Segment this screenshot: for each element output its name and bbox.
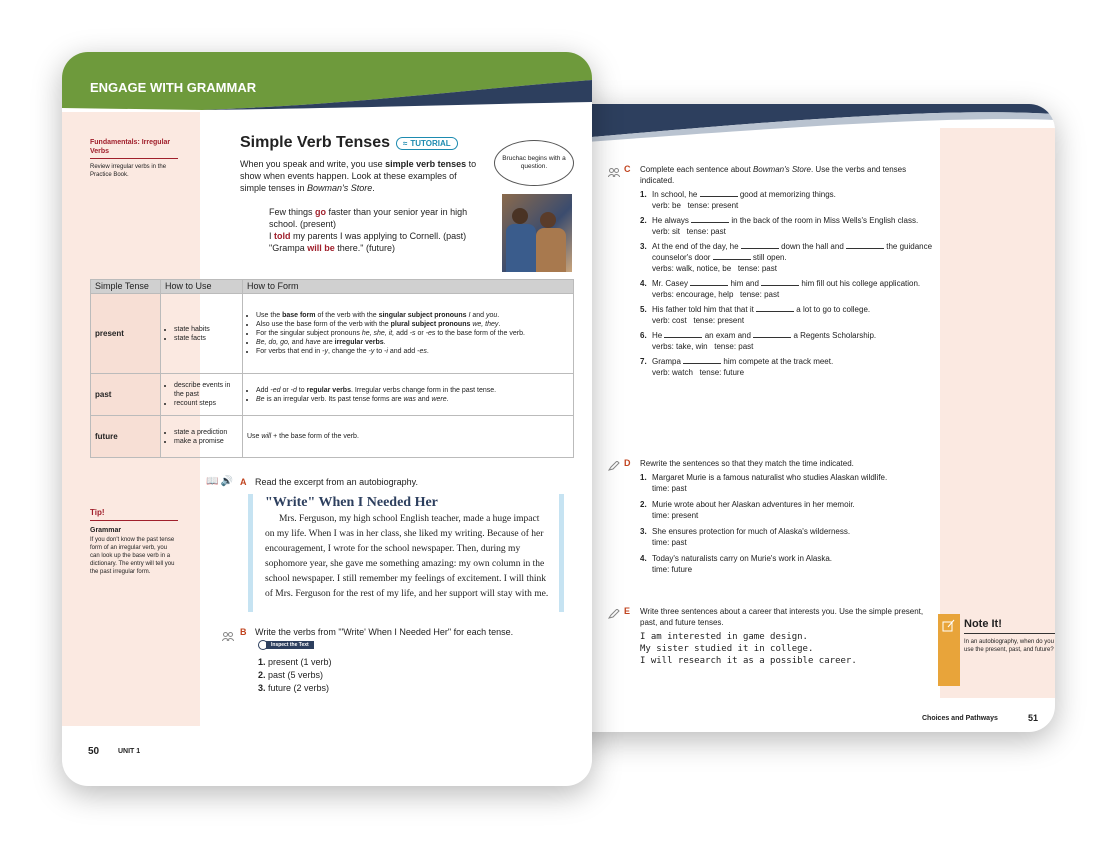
form-cell: Use will + the base form of the verb. [243, 416, 574, 458]
activity-c-item [640, 278, 934, 300]
answer-line: My sister studied it in college. [640, 644, 814, 654]
sentence-text: Murie wrote about her Alaskan adventures in her memoir. [652, 500, 855, 509]
tip-label: Tip! [90, 508, 178, 521]
verb-hint: verbs: encourage, help tense: past [652, 290, 780, 299]
sentence-fragment: him fill out his college application. [801, 279, 921, 288]
activity-d-item [640, 553, 934, 575]
pair-icon [222, 628, 234, 646]
sentence-fragment: in the back of the room in Miss Wells's English class. [731, 216, 919, 225]
sentence-text: She ensures protection for much of Alaska's wilderness. [652, 527, 851, 536]
activity-e-prompt: Write three sentences about a career that interests you. Use the simple present, past, and future tenses. [640, 607, 924, 627]
answer-line: I am interested in game design. [640, 632, 808, 642]
sentence-fragment: His father told him that that it [652, 305, 754, 314]
sentence-fragment: a Regents Scholarship. [793, 331, 877, 340]
sentence-fragment: a lot to go to college. [796, 305, 871, 314]
sentence-fragment: Mr. Casey [652, 279, 689, 288]
use-cell: • describe events in the past • recount steps [161, 374, 243, 416]
activity-d [624, 458, 934, 580]
sentence-fragment: In school, he [652, 190, 698, 199]
examples [269, 206, 484, 254]
excerpt-text: Mrs. Ferguson, my high school English teacher, made a huge impact on my life. When I was in her class, she liked my writing. Because of her encouragement, I wrote for the school newspaper. Then, during my sophomore year, she gave me something amazing: my own column in the school newspaper. I still remember my feelings of excitement. I will think of Mrs. Ferguson for the rest of my life, and her support will stay with me. [265, 514, 549, 599]
tutorial-button[interactable]: ≈ TUTORIAL [396, 137, 458, 150]
activity-d-item [640, 526, 934, 548]
example-past: I told my parents I was applying to Cornell. (past) [269, 231, 467, 241]
table-row [91, 294, 574, 374]
table-header: How to Form [243, 280, 574, 294]
read-listen-icons [206, 476, 233, 487]
activity-d-item [640, 499, 934, 521]
intro-paragraph: When you speak and write, you use simple verb tenses to show when events happen. Look at these examples of simple tenses in Bowman's Store. [240, 159, 477, 193]
item-number: 1. [640, 190, 647, 199]
activity-a-prompt: Read the excerpt from an autobiography. [255, 477, 418, 487]
verb-hint: verb: be tense: present [652, 201, 739, 210]
item-number: 3. [640, 527, 647, 536]
activity-c-item [640, 189, 934, 211]
note-title: Note It! [964, 618, 1055, 634]
tense-cell: present [91, 294, 161, 374]
inspect-text-button[interactable]: Inspect the Text [258, 640, 314, 650]
sentence-fragment: him and [730, 279, 759, 288]
audio-icon[interactable]: 🔊 [220, 476, 233, 487]
item-number: 4. [640, 554, 647, 563]
item-number: 7. [640, 357, 647, 366]
tense-table [90, 279, 574, 458]
item-number: 3. [640, 242, 647, 251]
activity-b [240, 627, 540, 637]
activity-d-prompt: Rewrite the sentences so that they match the time indicated. [640, 459, 854, 468]
list-item: 3. future (2 verbs) [258, 683, 330, 693]
activity-b-prompt: Write the verbs from "'Write' When I Needed Her" for each tense. [255, 627, 514, 637]
sentence-fragment: still open. [752, 253, 787, 262]
activity-d-letter: D [624, 458, 631, 468]
item-number: 4. [640, 279, 647, 288]
tip-box [90, 508, 178, 576]
right-page [560, 104, 1055, 732]
section-title: Simple Verb Tenses [240, 134, 390, 151]
answer-blank[interactable] [683, 363, 721, 364]
answer-blank[interactable] [664, 337, 702, 338]
answer-blank[interactable] [691, 222, 729, 223]
item-number: 2. [640, 500, 647, 509]
pair-icon [608, 164, 620, 182]
note-tab [938, 614, 960, 686]
activity-c-letter: C [624, 164, 631, 174]
table-header: Simple Tense [91, 280, 161, 294]
activity-a [240, 477, 418, 487]
sentence-fragment: He always [652, 216, 689, 225]
activity-e [624, 606, 924, 667]
activity-e-answers [624, 631, 924, 667]
activity-d-item [640, 472, 934, 494]
speech-bubble: Bruchac begins with a question. [494, 140, 574, 186]
activity-c-item [640, 330, 934, 352]
answer-blank[interactable] [741, 248, 779, 249]
answer-blank[interactable] [846, 248, 884, 249]
table-row [91, 416, 574, 458]
page-number-right: 51 [1028, 713, 1039, 723]
footer-title: Choices and Pathways [922, 715, 998, 722]
activity-e-letter: E [624, 606, 631, 616]
activity-a-letter: A [240, 477, 247, 487]
activity-c-item [640, 356, 934, 378]
time-hint: time: future [652, 565, 693, 574]
answer-blank[interactable] [713, 259, 751, 260]
sentence-text: Today's naturalists carry on Murie's work in Alaska. [652, 554, 833, 563]
answer-blank[interactable] [700, 196, 738, 197]
time-hint: time: past [652, 484, 687, 493]
activity-d-items [624, 472, 934, 575]
page-number-left: 50 [88, 746, 100, 757]
item-number: 1. [640, 473, 647, 482]
verb-hint: verb: sit tense: past [652, 227, 726, 236]
form-cell: • Use the base form of the verb with the singular subject pronouns I and you. • Also use the base form of the verb with the plural subject pronouns we, they. • For the singular subject pronouns he, she, it, add -s or -es to the base form of the verb. • Be, do, go, and have are irregular verbs. • For verbs that end in -y, change the -y to -i and add -es. [243, 294, 574, 374]
tense-cell: past [91, 374, 161, 416]
example-future: "Grampa will be there." (future) [269, 243, 395, 253]
fundamentals-box [90, 138, 178, 179]
example-present: Few things go faster than your senior year in high school. (present) [269, 207, 468, 229]
activity-c-item [640, 241, 934, 274]
verb-hint: verbs: walk, notice, be tense: past [652, 264, 777, 273]
answer-line: I will research it as a possible career. [640, 656, 857, 666]
sentence-text: Margaret Murie is a famous naturalist who studies Alaskan wildlife. [652, 473, 888, 482]
note-text: In an autobiography, when do you use the present, past, and future? [964, 639, 1054, 653]
use-cell: • state habits • state facts [161, 294, 243, 374]
note-pencil-icon [942, 619, 956, 633]
left-page [62, 52, 592, 786]
activity-c-item [640, 215, 934, 237]
photo [502, 194, 572, 272]
verb-hint: verbs: take, win tense: past [652, 342, 754, 351]
activity-b-items [258, 656, 332, 695]
book-icon: 📖 [206, 476, 219, 487]
table-header: How to Use [161, 280, 243, 294]
item-number: 5. [640, 305, 647, 314]
activity-c-prompt: Complete each sentence about Bowman's Store. Use the verbs and tenses indicated. [640, 165, 907, 185]
right-sidebar [940, 128, 1055, 698]
sentence-fragment: down the hall and [781, 242, 844, 251]
activity-c-item [640, 304, 934, 326]
time-hint: time: present [652, 511, 699, 520]
excerpt-box [248, 494, 564, 612]
sentence-fragment: Grampa [652, 357, 681, 366]
sentence-fragment: He [652, 331, 663, 340]
activity-c-items [624, 189, 934, 378]
item-number: 6. [640, 331, 647, 340]
verb-hint: verb: watch tense: future [652, 368, 745, 377]
activity-b-letter: B [240, 627, 247, 637]
answer-blank[interactable] [690, 285, 728, 286]
answer-blank[interactable] [761, 285, 799, 286]
wifi-icon: ≈ [403, 138, 408, 148]
pencil-icon [608, 458, 620, 476]
list-item: 1. present (1 verb) [258, 657, 332, 667]
sentence-fragment: the guidance counselor's door [652, 242, 933, 262]
tense-cell: future [91, 416, 161, 458]
activity-c [624, 164, 934, 382]
answer-blank[interactable] [753, 337, 791, 338]
answer-blank[interactable] [756, 311, 794, 312]
sentence-fragment: At the end of the day, he [652, 242, 739, 251]
unit-label: UNIT 1 [118, 748, 141, 755]
excerpt-title: "Write" When I Needed Her [265, 495, 438, 510]
section-title-row [240, 134, 458, 152]
use-cell: • state a prediction • make a promise [161, 416, 243, 458]
time-hint: time: past [652, 538, 687, 547]
table-row [91, 374, 574, 416]
item-number: 2. [640, 216, 647, 225]
note-box [964, 618, 1055, 654]
fundamentals-heading: Fundamentals: Irregular Verbs [90, 138, 178, 159]
sentence-fragment: an exam and [704, 331, 751, 340]
fundamentals-text: Review irregular verbs in the Practice Book. [90, 164, 167, 178]
tip-heading: Grammar [90, 527, 122, 534]
form-cell: • Add -ed or -d to regular verbs. Irregular verbs change form in the past tense. • Be is an irregular verb. Its past tense forms are was and were. [243, 374, 574, 416]
sentence-fragment: him compete at the track meet. [723, 357, 834, 366]
list-item: 2. past (5 verbs) [258, 670, 324, 680]
sentence-fragment: good at memorizing things. [739, 190, 836, 199]
verb-hint: verb: cost tense: present [652, 316, 745, 325]
tip-text: If you don't know the past tense form of an irregular verb, you can look up the base verb in a dictionary. The entry will tell you the past irregular form. [90, 537, 175, 575]
pencil-icon [608, 606, 620, 624]
banner-title: ENGAGE WITH GRAMMAR [90, 80, 257, 95]
